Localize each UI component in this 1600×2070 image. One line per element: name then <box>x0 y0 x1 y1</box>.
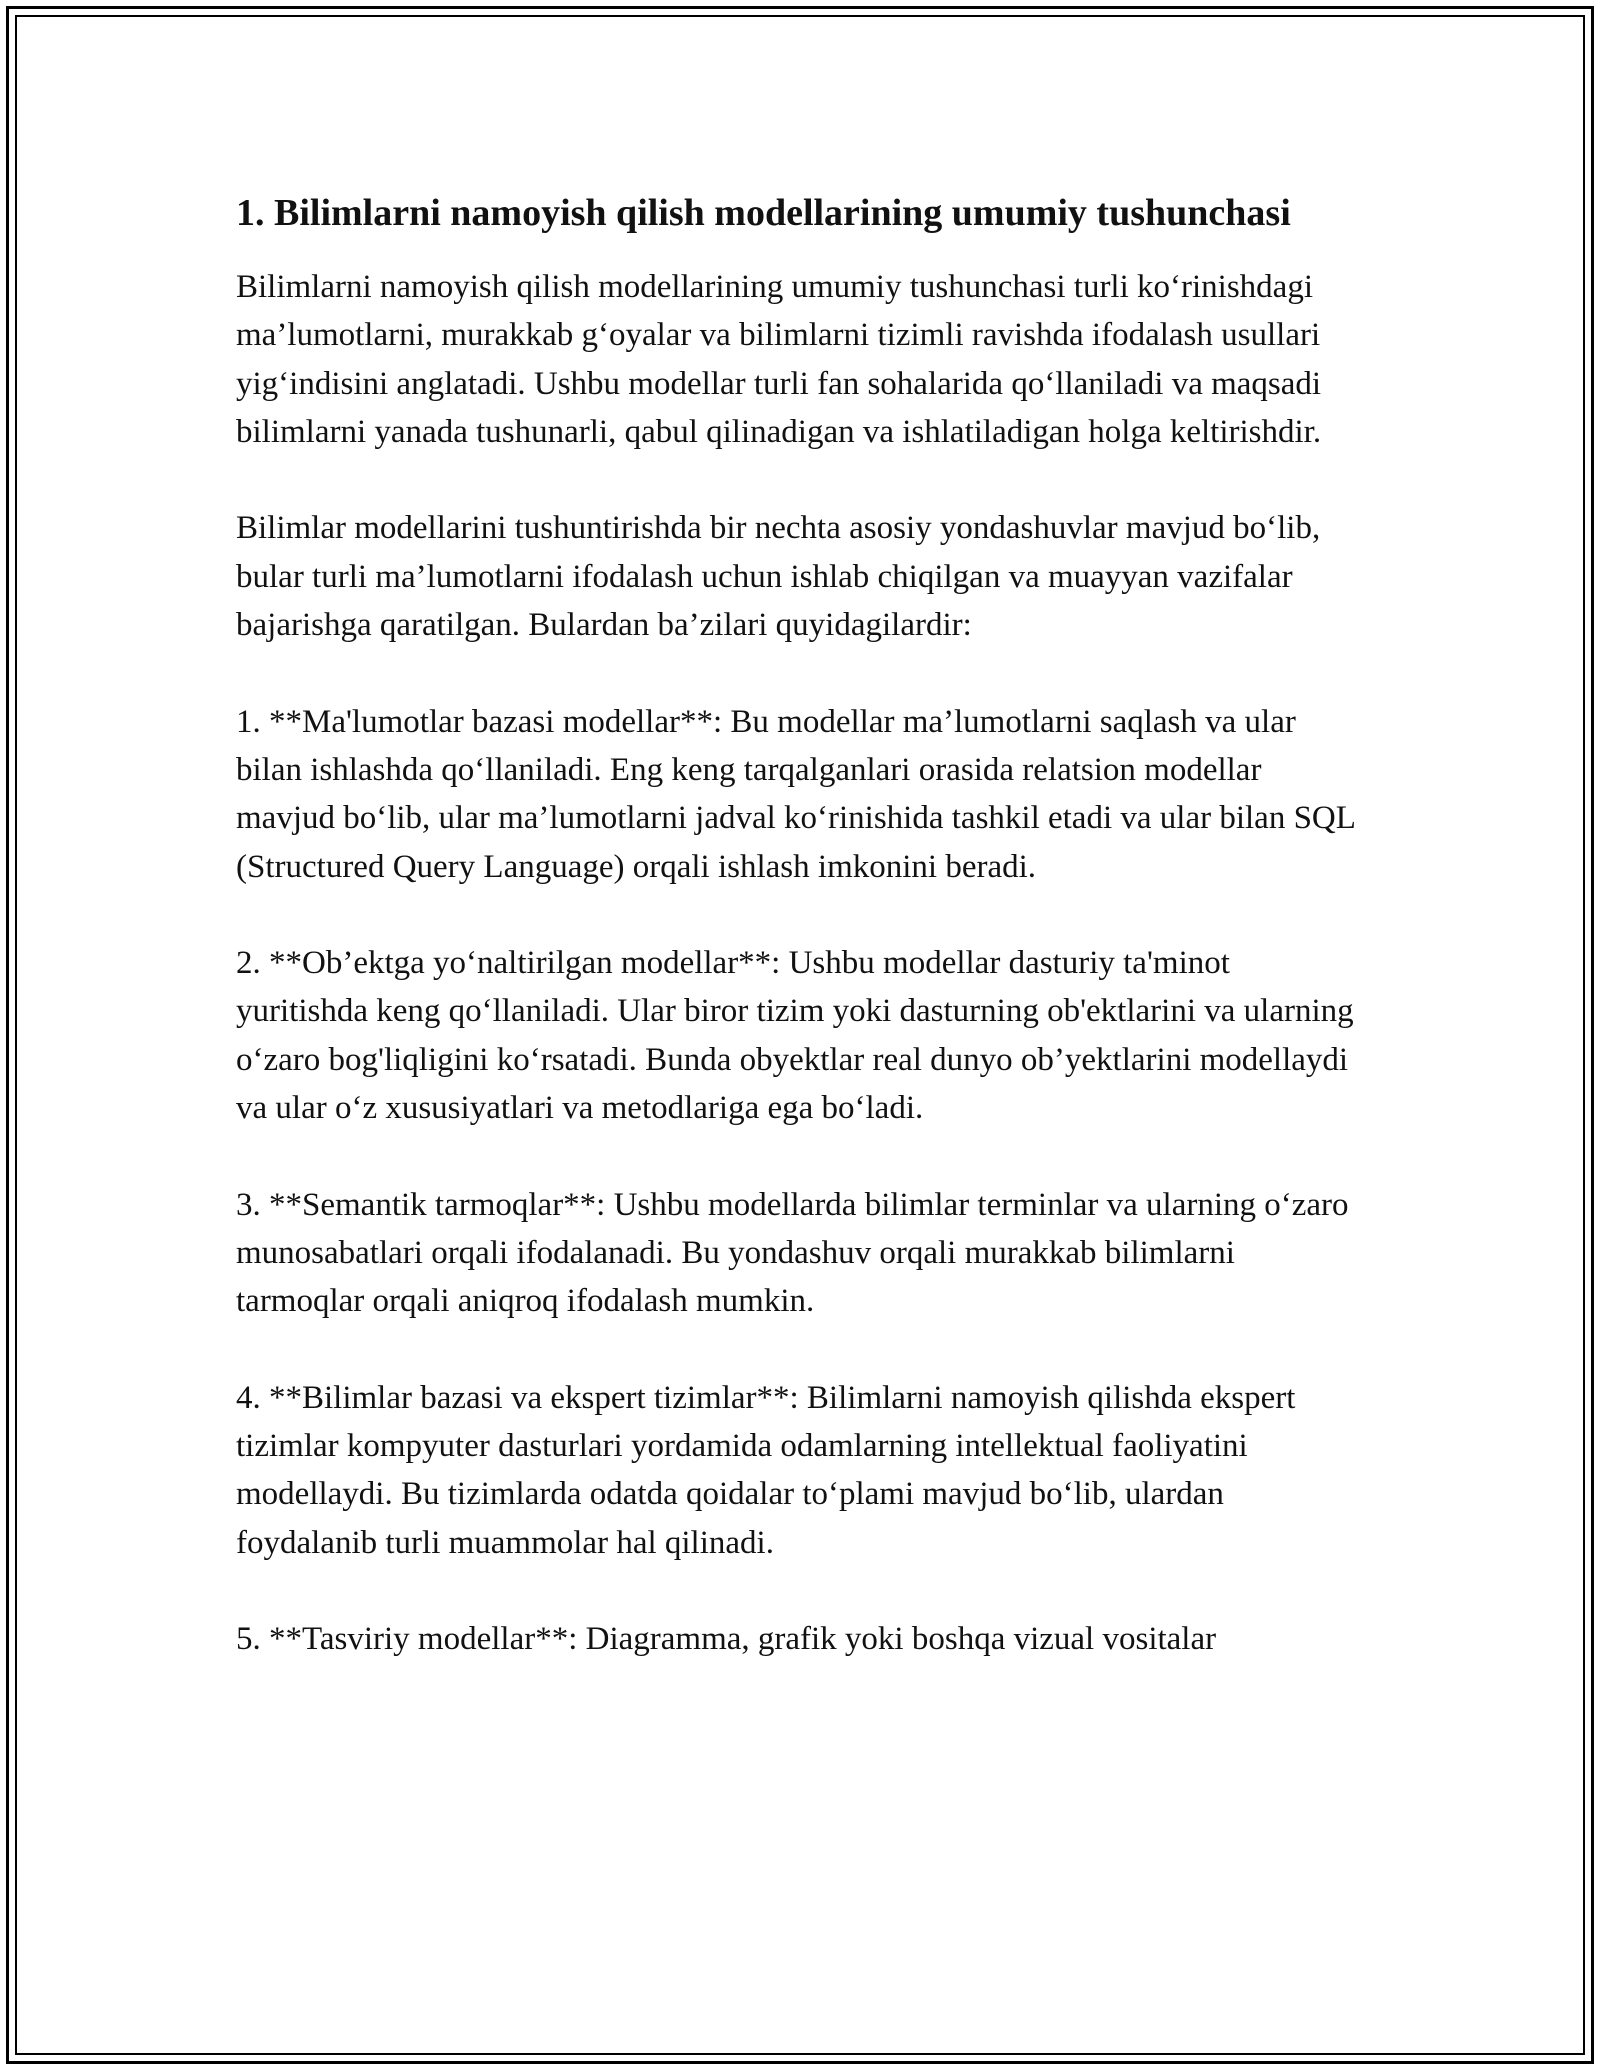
list-item-object-oriented-models: 2. **Ob’ektga yo‘naltirilgan modellar**: Ushbu modellar dasturiy ta'minot yuritishda keng qo‘llaniladi. Ular biror tizim yoki dasturning ob'ektlarini va ularning o‘zaro bog'liqligini ko‘rsatadi. Bunda obyektlar real dunyo ob’yektlarini modellaydi va ular o‘z xususiyatlari va metodlariga ega bo‘ladi. <box>236 945 1354 1127</box>
list-item-database-models: 1. **Ma'lumotlar bazasi modellar**: Bu modellar ma’lumotlarni saqlash va ular bilan ishlashda qo‘llaniladi. Eng keng tarqalganlari orasida relatsion modellar mavjud bo‘lib, ular ma’lumotlarni jadval ko‘rinishida tashkil etadi va ular bilan SQL (Structured Query Language) orqali ishlash imkonini beradi. <box>236 703 1355 885</box>
approaches-paragraph: Bilimlar modellarini tushuntirishda bir nechta asosiy yondashuvlar mavjud bo‘lib, bular turli ma’lumotlarni ifodalash uchun ishlab chiqilgan va muayyan vazifalar bajarishga qaratilgan. Bulardan ba’zilari quyidagilardir: <box>236 510 1321 644</box>
list-item-visual-models: 5. **Tasviriy modellar**: Diagramma, grafik yoki boshqa vizual vositalar <box>236 1621 1217 1658</box>
section-heading: 1. Bilimlarni namoyish qilish modellarining umumiy tushunchasi <box>236 192 1291 234</box>
intro-paragraph: Bilimlarni namoyish qilish modellarining umumiy tushunchasi turli ko‘rinishdagi ma’lumotlarni, murakkab g‘oyalar va bilimlarni tizimli ravishda ifodalash usullari yig‘indisini anglatadi. Ushbu modellar turli fan sohalarida qo‘llaniladi va maqsadi bilimlarni yanada tushunarli, qabul qilinadigan va ishlatiladigan holga keltirishdir. <box>236 269 1322 450</box>
list-item-expert-systems: 4. **Bilimlar bazasi va ekspert tizimlar**: Bilimlarni namoyish qilishda ekspert tizimlar kompyuter dasturlari yordamida odamlarning intellektual faoliyatini modellaydi. Bu tizimlarda odatda qoidalar to‘plami mavjud bo‘lib, ulardan foydalanib turli muammolar hal qilinadi. <box>236 1379 1296 1561</box>
document-body <box>236 186 1356 1712</box>
list-item-semantic-networks: 3. **Semantik tarmoqlar**: Ushbu modellarda bilimlar terminlar va ularning o‘zaro munosabatlari orqali ifodalanadi. Bu yondashuv orqali murakkab bilimlarni tarmoqlar orqali aniqroq ifodalash mumkin. <box>236 1186 1349 1320</box>
